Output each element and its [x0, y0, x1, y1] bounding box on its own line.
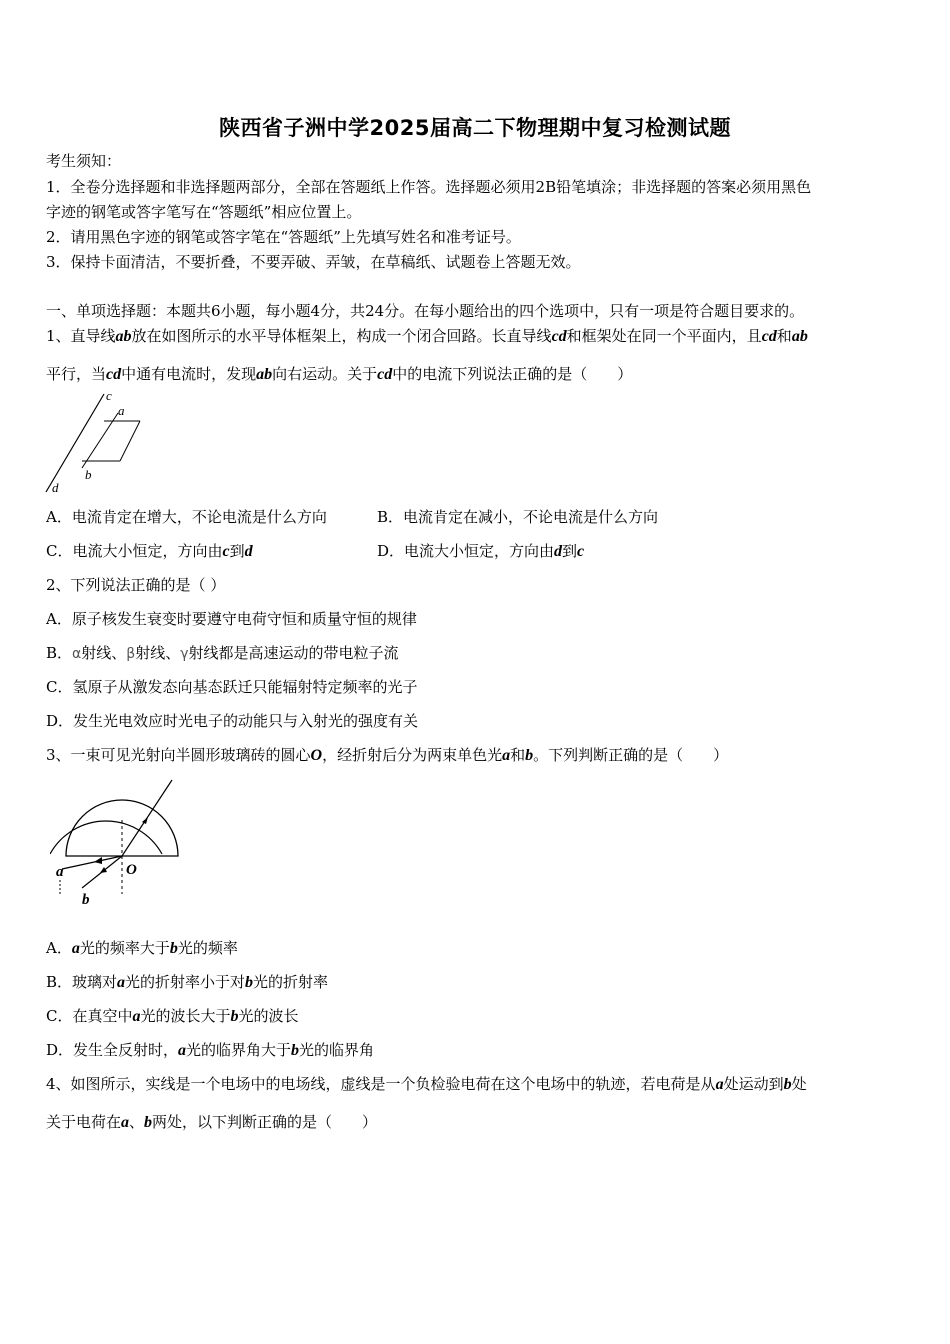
q3-option-c[interactable]: C．在真空中a光的波长大于b光的波长 [46, 1007, 299, 1025]
notice-item-1b: 字迹的钢笔或答字笔写在“答题纸”相应位置上。 [46, 203, 362, 221]
label-b: b [85, 467, 92, 482]
q1-stem-line-1: 1、直导线ab放在如图所示的水平导体框架上，构成一个闭合回路。长直导线cd和框架处在同一个平面内，且cd和ab [46, 327, 808, 345]
label-c: c [106, 388, 112, 403]
label-b: b [82, 892, 90, 908]
notice-item-1a: 1．全卷分选择题和非选择题两部分，全部在答题纸上作答。选择题必须用2B铅笔填涂；非选择题的答案必须用黑色 [46, 178, 812, 196]
q1-option-a[interactable]: A．电流肯定在增大，不论电流是什么方向 [46, 508, 327, 526]
q2-stem: 2、下列说法正确的是（ ） [46, 576, 226, 594]
notice-heading: 考生须知： [46, 152, 122, 170]
q2-option-a[interactable]: A．原子核发生衰变时要遵守电荷守恒和质量守恒的规律 [46, 610, 417, 628]
page-title: 陕西省子洲中学2025届高二下物理期中复习检测试题 [219, 116, 731, 140]
q3-stem: 3、一束可见光射向半圆形玻璃砖的圆心O，经折射后分为两束单色光a和b。下列判断正确的是（ ） [46, 746, 729, 764]
section-heading: 一、单项选择题：本题共6小题，每小题4分，共24分。在每小题给出的四个选项中，只有一项是符合题目要求的。 [46, 302, 805, 320]
q2-option-c[interactable]: C．氢原子从激发态向基态跃迁只能辐射特定频率的光子 [46, 678, 418, 696]
q3-option-a[interactable]: A．a光的频率大于b光的频率 [46, 939, 238, 957]
q3-option-d[interactable]: D．发生全反射时，a光的临界角大于b光的临界角 [46, 1041, 375, 1059]
q1-stem-line-2: 平行，当cd中通有电流时，发现ab向右运动。关于cd中的电流下列说法正确的是（ ） [46, 365, 633, 383]
q3-figure [50, 776, 190, 908]
label-d: d [52, 480, 59, 495]
q1-figure [40, 388, 160, 496]
label-a: a [56, 864, 64, 880]
q4-stem-line-2: 关于电荷在a、b两处，以下判断正确的是（ ） [46, 1113, 378, 1131]
q2-option-d[interactable]: D．发生光电效应时光电子的动能只与入射光的强度有关 [46, 712, 419, 730]
label-a: a [118, 403, 125, 418]
notice-item-2: 2．请用黑色字迹的钢笔或答字笔在“答题纸”上先填写姓名和准考证号。 [46, 228, 521, 246]
q1-option-d[interactable]: D．电流大小恒定，方向由d到c [377, 542, 585, 560]
label-O: O [126, 862, 137, 878]
wire-cd [46, 394, 104, 492]
q1-option-c[interactable]: C．电流大小恒定，方向由c到d [46, 542, 253, 560]
q1-option-b[interactable]: B．电流肯定在减小，不论电流是什么方向 [377, 508, 659, 526]
q3-option-b[interactable]: B．玻璃对a光的折射率小于对b光的折射率 [46, 973, 329, 991]
q4-stem-line-1: 4、如图所示，实线是一个电场中的电场线，虚线是一个负检验电荷在这个电场中的轨迹，若电荷是从a处运动到b处 [46, 1075, 807, 1093]
q2-option-b[interactable]: B．α射线、β射线、γ射线都是高速运动的带电粒子流 [46, 644, 399, 662]
frame-right [120, 421, 140, 461]
notice-item-3: 3．保持卡面清洁，不要折叠，不要弄破、弄皱，在草稿纸、试题卷上答题无效。 [46, 253, 581, 271]
